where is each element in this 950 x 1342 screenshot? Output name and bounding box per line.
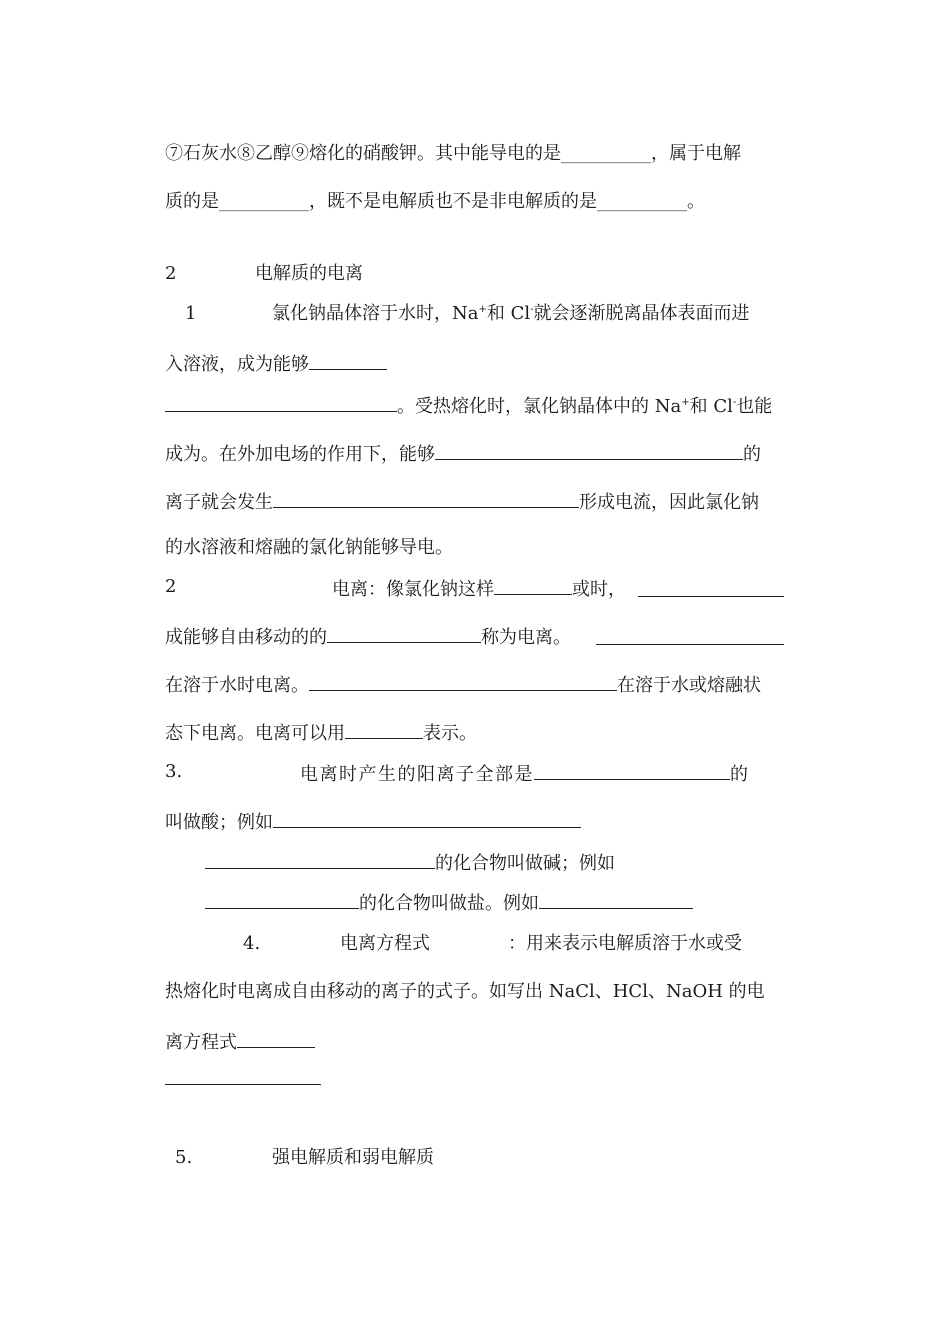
- q2-line-3: [165, 671, 761, 698]
- text: 的: [730, 764, 750, 785]
- text: 表示。: [423, 723, 477, 744]
- blank-field[interactable]: [273, 808, 581, 828]
- blank-field[interactable]: [165, 392, 397, 412]
- text: 电离：像氯化钠这样: [332, 579, 494, 600]
- q4-line-1: ：用来表示电解质溶于水或受: [508, 933, 742, 954]
- q1-line-5: [165, 488, 759, 515]
- text: 成为。在外加电场的作用下，能够: [165, 444, 435, 465]
- section-title: 电解质的电离: [255, 263, 363, 284]
- text: 成能够自由移动的的: [165, 627, 327, 648]
- text: 叫做酸；例如: [165, 812, 273, 833]
- blank-field[interactable]: [205, 849, 435, 869]
- q1-line-3: [165, 392, 772, 419]
- text: 形成电流，因此氯化钠: [579, 492, 759, 513]
- blank-field[interactable]: [327, 623, 481, 643]
- q1-line-1: [272, 302, 750, 326]
- text: 离方程式: [165, 1032, 237, 1053]
- q5-title: 强电解质和弱电解质: [272, 1147, 434, 1168]
- text: 的: [743, 444, 761, 465]
- superscript: +: [478, 304, 487, 315]
- q3-line-4: [205, 889, 693, 916]
- blank-conductive[interactable]: __________: [561, 143, 651, 164]
- blank-field[interactable]: [309, 671, 617, 691]
- q1-line-2: [165, 350, 387, 377]
- text: 的化合物叫做碱；例如: [435, 853, 615, 874]
- p1-line-1: [165, 142, 741, 166]
- text: 在溶于水时电离。: [165, 675, 309, 696]
- superscript: -: [530, 304, 534, 315]
- blank-field[interactable]: [205, 889, 359, 909]
- superscript: -: [732, 397, 737, 408]
- q3-number: 3.: [165, 761, 183, 782]
- text: 称为电离。: [481, 627, 571, 648]
- q5-number: 5.: [175, 1147, 193, 1168]
- blank-field[interactable]: [237, 1028, 315, 1048]
- blank-field[interactable]: [345, 719, 423, 739]
- text: ⑦石灰水⑧乙醇⑨熔化的硝酸钾。其中能导电的是: [165, 143, 561, 164]
- blank-field[interactable]: [435, 440, 743, 460]
- blank-field[interactable]: [309, 350, 387, 370]
- text: 就会逐渐脱离晶体表面而进: [533, 303, 750, 324]
- p1-line-2: [165, 190, 705, 214]
- text: 电离时产生的阳离子全部是: [300, 764, 534, 785]
- q2-line-1: [332, 575, 626, 602]
- q2-line-2: [165, 623, 571, 650]
- q4-number: 4.: [243, 933, 261, 954]
- text: 也能: [736, 396, 773, 417]
- blank-field[interactable]: [539, 889, 693, 909]
- superscript: +: [681, 397, 690, 408]
- blank-field[interactable]: [638, 596, 784, 597]
- q1-line-6: 的水溶液和熔融的氯化钠能够导电。: [165, 537, 453, 558]
- text: 质的是: [165, 191, 219, 212]
- text: 和 Cl: [486, 303, 531, 324]
- q2-line-4: [165, 719, 477, 746]
- text: 入溶液，成为能够: [165, 354, 309, 375]
- q4-line-2: 热熔化时电离成自由移动的离子的式子。如写出 NaCl、HCl、NaOH 的电: [165, 981, 765, 1002]
- blank-field[interactable]: [494, 575, 572, 595]
- blank-neither[interactable]: __________: [597, 191, 687, 212]
- q2-number: 2: [165, 576, 177, 597]
- text: 或时，: [572, 579, 626, 600]
- blank-field[interactable]: [534, 760, 730, 780]
- text: ，属于电解: [651, 143, 741, 164]
- text: 和 Cl: [689, 396, 733, 417]
- section-number: 2: [165, 263, 177, 284]
- blank-electrolyte[interactable]: __________: [219, 191, 309, 212]
- q3-line-3: [205, 849, 615, 876]
- text: 离子就会发生: [165, 492, 273, 513]
- q4-line-3: [165, 1028, 315, 1055]
- text: 态下电离。电离可以用: [165, 723, 345, 744]
- text: 。受热熔化时，氯化钠晶体中的 Na: [397, 396, 682, 417]
- q3-line-2: [165, 808, 581, 835]
- q3-line-1: [300, 760, 750, 787]
- blank-field[interactable]: [273, 488, 579, 508]
- q4-title: 电离方程式: [340, 933, 430, 954]
- q1-number: 1: [185, 303, 197, 324]
- text: 的化合物叫做盐。例如: [359, 893, 539, 914]
- q1-line-4: [165, 440, 761, 467]
- text: ，既不是电解质也不是非电解质的是: [309, 191, 597, 212]
- text: 氯化钠晶体溶于水时，Na: [272, 303, 479, 324]
- text: 在溶于水或熔融状: [617, 675, 761, 696]
- blank-field[interactable]: [596, 644, 784, 645]
- text: 。: [687, 191, 705, 212]
- blank-field[interactable]: [165, 1084, 321, 1085]
